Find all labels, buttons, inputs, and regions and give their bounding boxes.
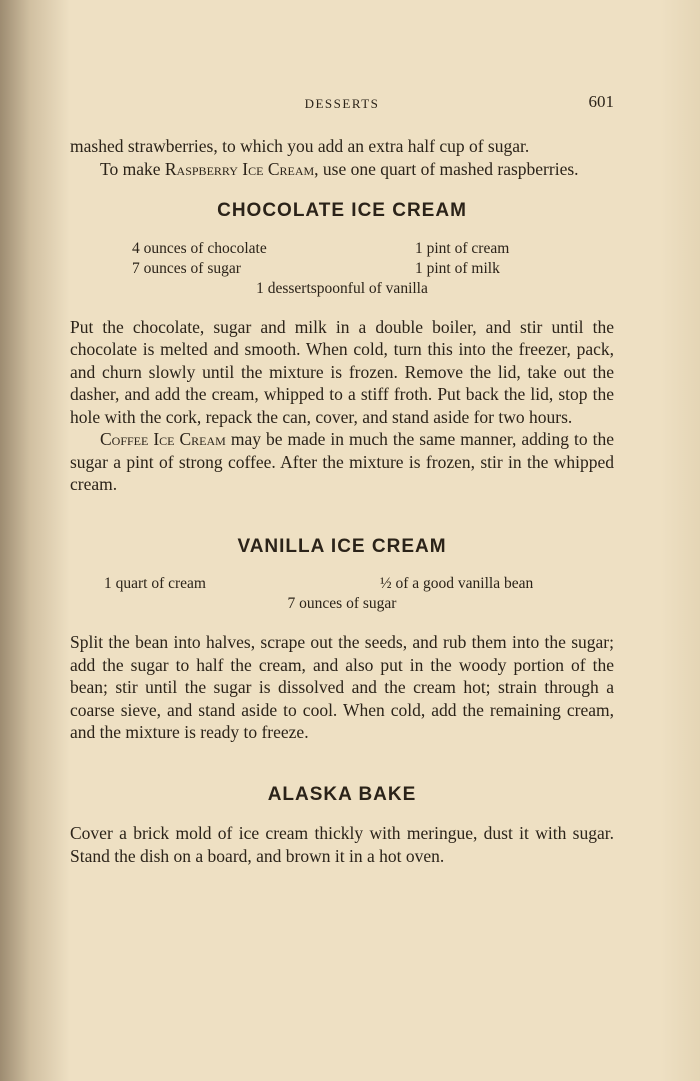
ingredient-row: [70, 239, 614, 259]
page-header: [70, 92, 614, 116]
chocolate-ice-cream-heading: CHOCOLATE ICE CREAM: [217, 200, 467, 221]
alaska-bake-heading: ALASKA BAKE: [267, 783, 417, 805]
ingredient-row: [70, 574, 614, 594]
raspberry-ice-cream-name: Raspberry Ice Cream: [164, 158, 315, 179]
running-head: DESSERTS: [304, 96, 380, 111]
vanilla-ice-cream-heading: VANILLA ICE CREAM: [237, 535, 447, 557]
ingredient-sugar: 7 ounces of sugar: [132, 259, 241, 277]
vanilla-method: Split the bean into halves, scrape out the seeds, and rub them into the sugar; add the sugar to half the cream, and also put in the woody portion of the bean; stir until the sugar is dissolved and the cream hot; strain through a coarse sieve, and stand aside to cool. When cold, add the remaining cream, and the mixture is ready to freeze.: [70, 632, 614, 742]
alaska-method: Cover a brick mold of ice cream thickly with meringue, dust it with sugar. Stand the dish on a board, and brown it in a hot oven.: [70, 823, 614, 866]
ingredient-chocolate: 4 ounces of chocolate: [132, 239, 267, 257]
ingredient-milk: 1 pint of milk: [415, 259, 500, 277]
coffee-text: may be made in much the same manner, adding to the sugar a pint of strong coffee. After the mixture is frozen, stir in the whipped cream.: [70, 429, 614, 494]
chocolate-method: Put the chocolate, sugar and milk in a double boiler, and stir until the chocolate is melted and smooth. When cold, turn this into the freezer, pack, and churn slowly until the mixture is frozen. Remove the lid, take out the dasher, and add the cream, whipped to a stiff froth. Put back the lid, stop the hole with the cork, repack the can, cover, and stand aside for two hours.: [70, 316, 614, 427]
page-body: [70, 135, 614, 867]
raspberry-suffix: , use one quart of mashed raspberries.: [314, 158, 579, 179]
raspberry-paragraph: [70, 158, 614, 181]
page-number: 601: [588, 92, 614, 111]
ingredient-vanilla-bean: ½ of a good vanilla bean: [380, 575, 534, 592]
chocolate-ingredients: [70, 239, 614, 299]
ingredient-cream: 1 pint of cream: [415, 239, 510, 257]
ingredient-sugar: 7 ounces of sugar: [287, 595, 397, 612]
coffee-paragraph: [70, 428, 614, 496]
ingredient-row: [70, 259, 614, 279]
raspberry-prefix: To make: [100, 158, 165, 179]
ingredient-cream: 1 quart of cream: [104, 575, 206, 592]
strawberry-continuation: mashed strawberries, to which you add an extra half cup of sugar.: [70, 136, 530, 156]
ingredient-vanilla: 1 dessertspoonful of vanilla: [256, 279, 428, 297]
coffee-ice-cream-name: Coffee Ice Cream: [100, 429, 226, 449]
vanilla-ingredients: [70, 574, 614, 614]
